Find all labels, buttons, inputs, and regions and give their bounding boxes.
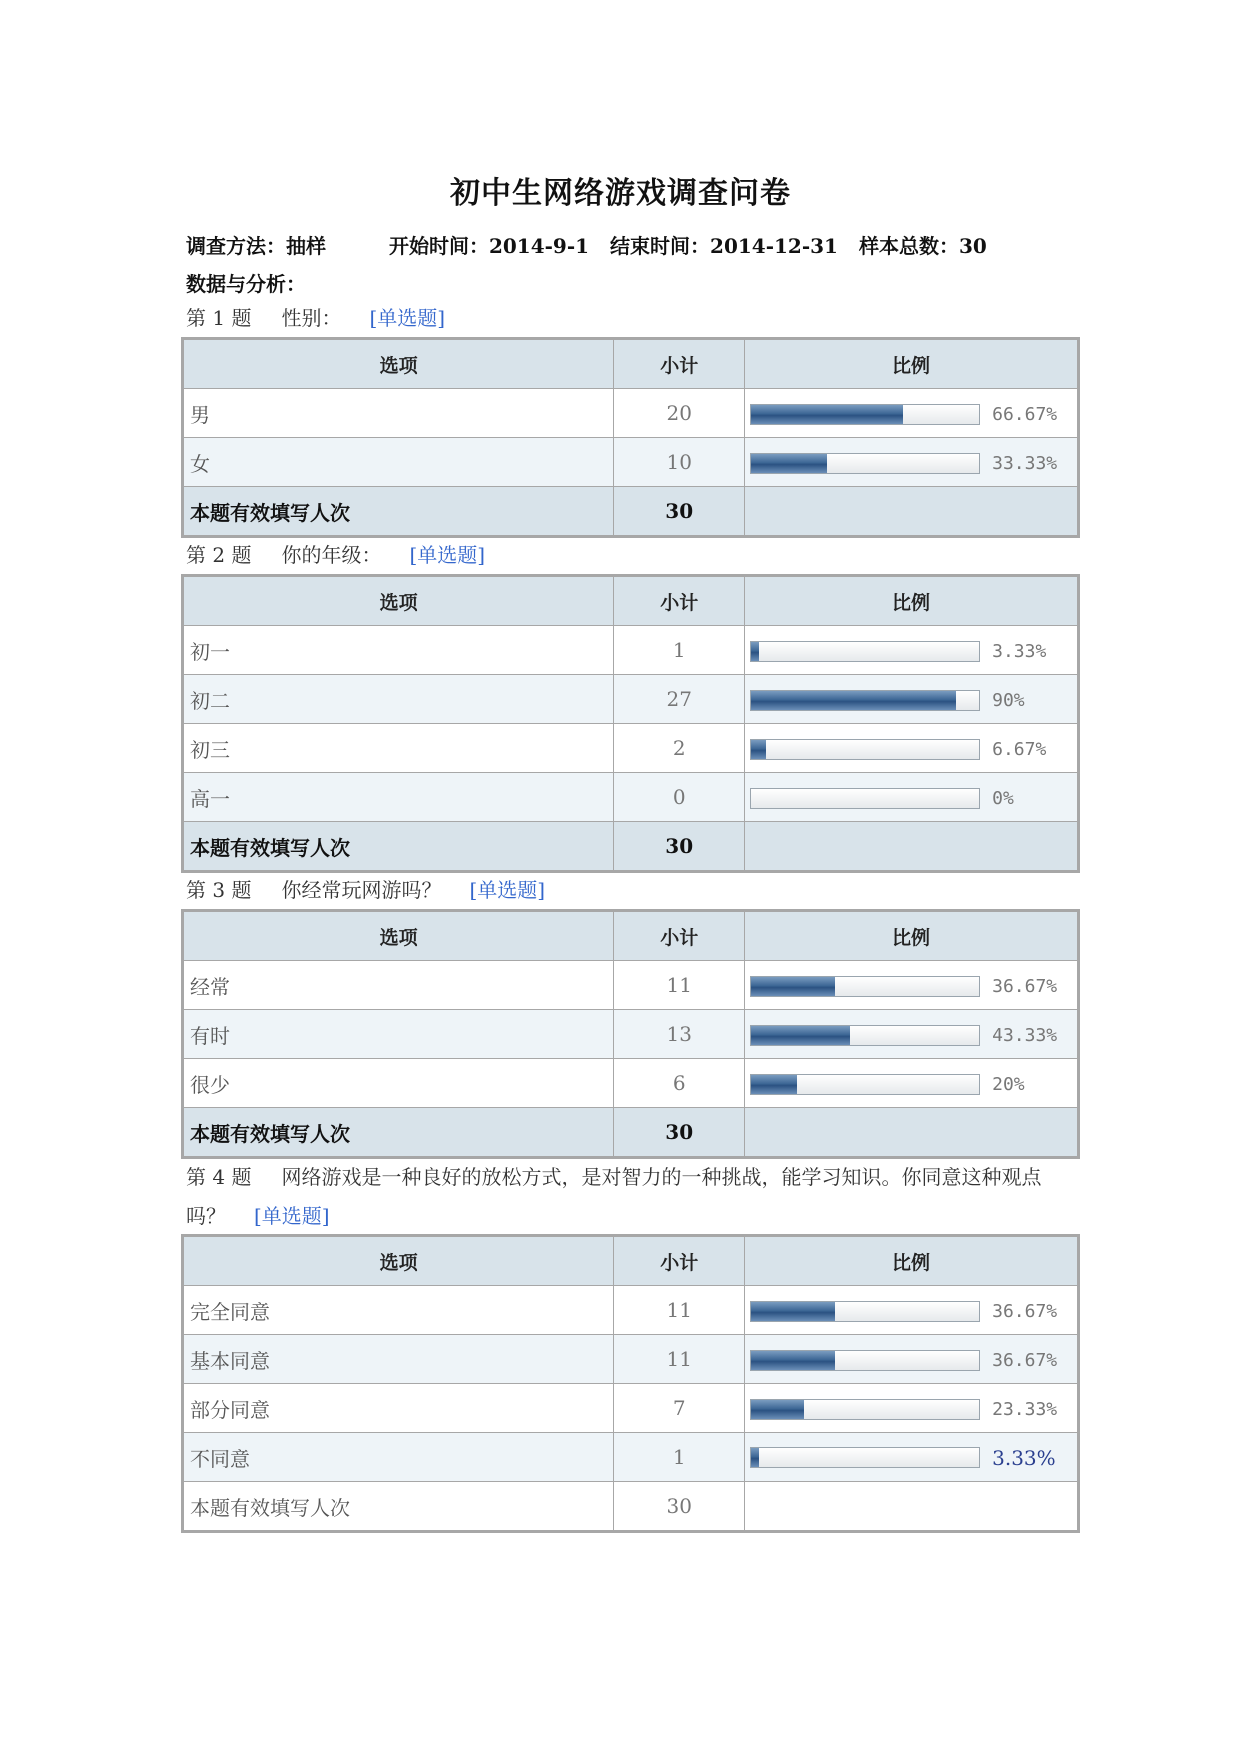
progress-bar [750,1350,980,1371]
ratio-cell [745,724,1079,773]
ratio-cell [745,1059,1079,1108]
table-row [183,389,1079,438]
question-text: 网络游戏是一种良好的放松方式，是对智力的一种挑战，能学习知识。你同意这种观点吗？ [186,1165,1042,1228]
option-count: 11 [614,1335,745,1384]
table-header [183,911,1079,961]
option-label: 很少 [183,1059,614,1108]
survey-method: 调查方法：抽样 [186,234,326,258]
progress-fill [751,405,903,424]
table-row [183,724,1079,773]
total-row [183,1108,1079,1158]
total-count: 30 [614,487,745,537]
progress-bar [750,788,980,809]
percent-label: 36.67% [992,1301,1058,1322]
results-table-3 [181,909,1080,1159]
progress-bar [750,1447,980,1468]
option-label: 部分同意 [183,1384,614,1433]
table-row [183,626,1079,675]
progress-bar [750,1399,980,1420]
progress-bar [750,1301,980,1322]
ratio-cell [745,675,1079,724]
percent-label: 3.33% [992,1445,1056,1470]
count-header: 小计 [614,911,745,961]
table-row [183,961,1079,1010]
option-label: 初二 [183,675,614,724]
count-header: 小计 [614,576,745,626]
progress-bar [750,1074,980,1095]
total-count: 30 [614,1482,745,1532]
option-count: 1 [614,1433,745,1482]
table-row [183,1059,1079,1108]
percent-label: 33.33% [992,453,1058,474]
page-title: 初中生网络游戏调查问卷 [450,176,791,211]
progress-fill [751,1026,850,1045]
start-time: 开始时间：2014-9-1 [388,234,590,258]
total-ratio-cell [745,822,1079,872]
percent-label: 6.67% [992,739,1047,760]
total-label: 本题有效填写人次 [183,487,614,537]
option-label: 完全同意 [183,1286,614,1335]
total-row [183,487,1079,537]
option-count: 11 [614,961,745,1010]
progress-fill [751,454,827,473]
percent-label: 43.33% [992,1025,1058,1046]
question-type: [单选题] [409,543,486,567]
percent-label: 66.67% [992,404,1058,425]
table-row [183,438,1079,487]
option-count: 6 [614,1059,745,1108]
total-row [183,822,1079,872]
option-label: 经常 [183,961,614,1010]
percent-label: 36.67% [992,1350,1058,1371]
option-label: 高一 [183,773,614,822]
table-row [183,1433,1079,1482]
percent-label: 0% [992,788,1014,809]
progress-fill [751,642,759,661]
total-count: 30 [614,1108,745,1158]
question-number: 第 2 题 [186,543,252,567]
total-ratio-cell [745,1108,1079,1158]
ratio-cell [745,389,1079,438]
total-count: 30 [614,822,745,872]
sample-total: 样本总数：30 [858,234,987,258]
table-row [183,675,1079,724]
ratio-cell [745,773,1079,822]
option-count: 20 [614,389,745,438]
option-header: 选项 [183,339,614,389]
ratio-header: 比例 [745,339,1079,389]
ratio-header: 比例 [745,1236,1079,1286]
option-header: 选项 [183,576,614,626]
option-count: 13 [614,1010,745,1059]
question-text: 你经常玩网游吗？ [281,878,442,902]
progress-bar [750,690,980,711]
total-label: 本题有效填写人次 [183,1482,614,1532]
option-count: 27 [614,675,745,724]
question-number: 第 3 题 [186,878,252,902]
table-row [183,1286,1079,1335]
total-ratio-cell [745,1482,1079,1532]
question-number: 第 1 题 [186,306,252,330]
table-header [183,576,1079,626]
table-header [183,1236,1079,1286]
ratio-cell [745,1010,1079,1059]
progress-bar [750,1025,980,1046]
progress-bar [750,976,980,997]
question-3 [186,871,1066,910]
percent-label: 20% [992,1074,1025,1095]
progress-bar [750,641,980,662]
progress-fill [751,1448,759,1467]
option-label: 初三 [183,724,614,773]
option-label: 初一 [183,626,614,675]
total-label: 本题有效填写人次 [183,1108,614,1158]
count-header: 小计 [614,1236,745,1286]
percent-label: 36.67% [992,976,1058,997]
progress-fill [751,1400,804,1419]
ratio-cell [745,1335,1079,1384]
progress-fill [751,1351,835,1370]
question-2 [186,536,1066,575]
table-header [183,339,1079,389]
total-label: 本题有效填写人次 [183,822,614,872]
percent-label: 3.33% [992,641,1047,662]
question-1 [186,299,1066,338]
progress-fill [751,740,766,759]
question-text: 你的年级： [281,543,382,567]
option-count: 2 [614,724,745,773]
table-row [183,1010,1079,1059]
option-label: 不同意 [183,1433,614,1482]
question-4 [186,1158,1066,1236]
progress-bar [750,739,980,760]
results-table-4 [181,1234,1080,1533]
question-type: [单选题] [254,1204,330,1228]
option-count: 0 [614,773,745,822]
progress-fill [751,691,956,710]
ratio-cell [745,438,1079,487]
percent-label: 23.33% [992,1399,1058,1420]
total-ratio-cell [745,487,1079,537]
table-row [183,1384,1079,1433]
ratio-cell [745,961,1079,1010]
progress-bar [750,453,980,474]
table-row [183,773,1079,822]
option-count: 11 [614,1286,745,1335]
ratio-header: 比例 [745,911,1079,961]
percent-label: 90% [992,690,1025,711]
count-header: 小计 [614,339,745,389]
progress-fill [751,977,835,996]
results-table-2 [181,574,1080,873]
question-type: [单选题] [369,306,446,330]
ratio-cell [745,1433,1079,1482]
progress-fill [751,1302,835,1321]
table-row [183,1335,1079,1384]
ratio-cell [745,1384,1079,1433]
ratio-cell [745,1286,1079,1335]
option-label: 女 [183,438,614,487]
ratio-cell [745,626,1079,675]
option-count: 10 [614,438,745,487]
analysis-label: 数据与分析： [186,272,306,296]
question-type: [单选题] [469,878,546,902]
option-label: 男 [183,389,614,438]
ratio-header: 比例 [745,576,1079,626]
progress-fill [751,1075,797,1094]
progress-bar [750,404,980,425]
end-time: 结束时间：2014-12-31 [610,234,838,258]
option-label: 有时 [183,1010,614,1059]
option-count: 7 [614,1384,745,1433]
survey-meta [186,230,987,259]
option-header: 选项 [183,1236,614,1286]
option-label: 基本同意 [183,1335,614,1384]
question-text: 性别： [281,306,342,330]
question-number: 第 4 题 [186,1165,252,1189]
results-table-1 [181,337,1080,538]
option-count: 1 [614,626,745,675]
option-header: 选项 [183,911,614,961]
total-row [183,1482,1079,1532]
